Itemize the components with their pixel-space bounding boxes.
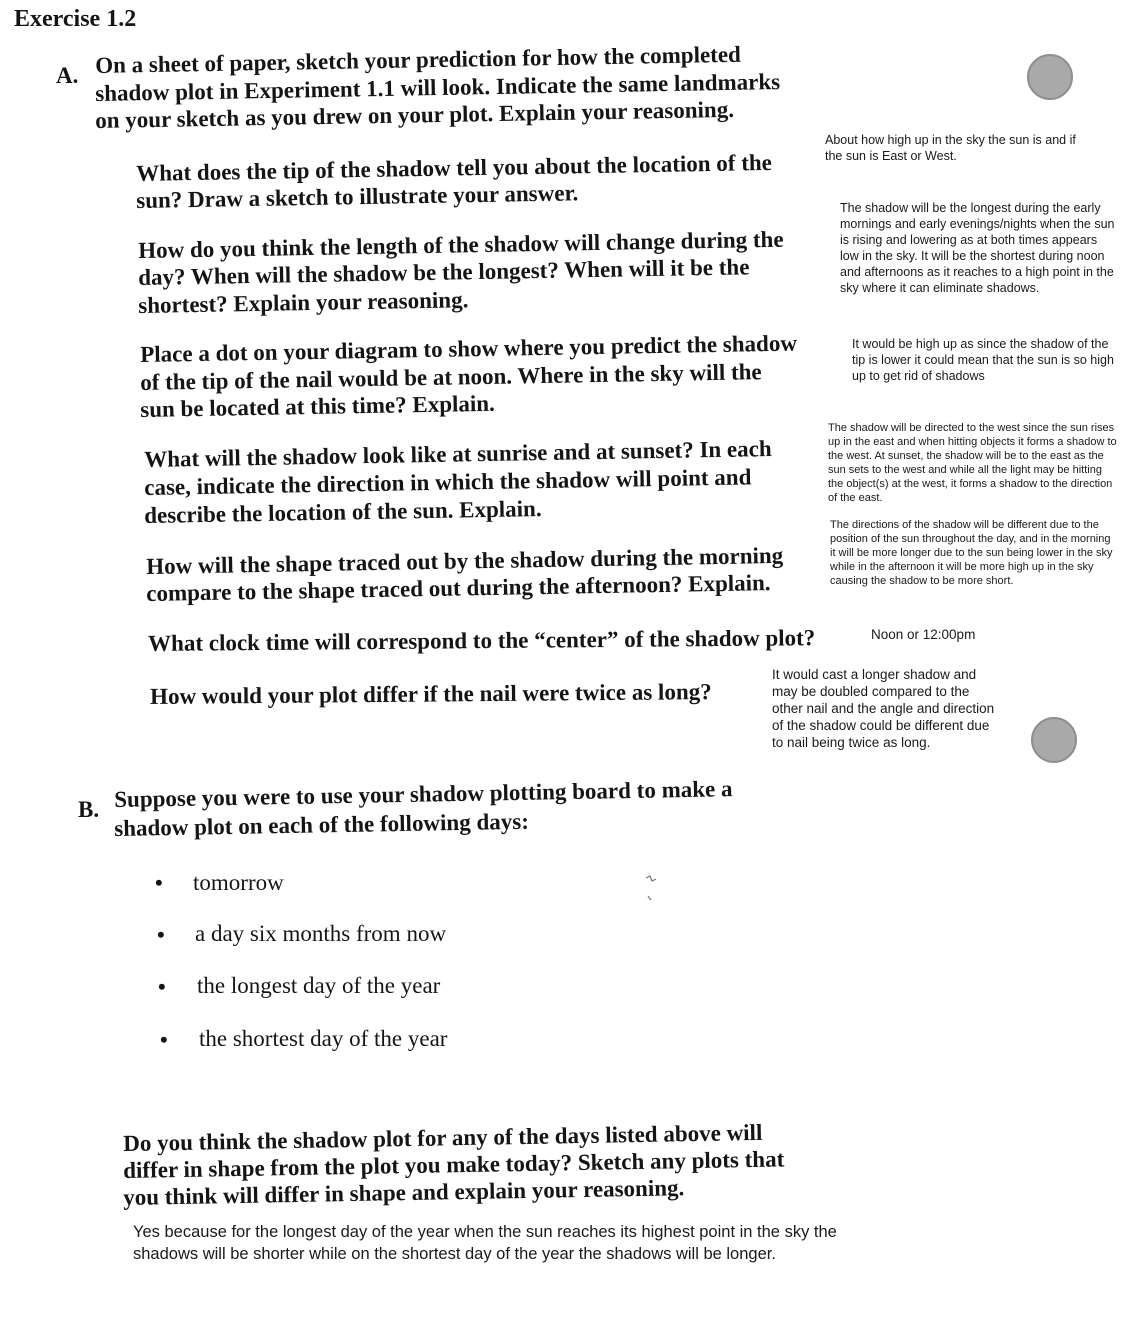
question-7-line-1: How would your plot differ if the nail were twice as long?	[150, 679, 712, 709]
question-5-line-1: How will the shape traced out by the shadow during the morning	[146, 542, 784, 579]
answer-2: The shadow will be the longest during the early mornings and early evenings/nights when the sun is rising and lowering as at both times appears low in the sky. It will be the shortest during noon and afternoons as it reaches to a high point in the sky where it can eliminate shadows.	[840, 201, 1115, 295]
question-2-line-2: day? When will the shadow be the longest? When will it be the	[138, 254, 750, 290]
part-b-intro-line-1: Suppose you were to use your shadow plotting board to make a	[114, 776, 733, 812]
part-a-letter: A.	[56, 63, 79, 88]
question-2-line-3: shortest? Explain your reasoning.	[138, 287, 469, 318]
question-1-line-2: sun? Draw a sketch to illustrate your answer.	[136, 180, 579, 213]
part-b-answer: Yes because for the longest day of the year when the sun reaches its highest point in the sky the shadows will be shorter while on the shortest day of the year the shadows will be longer.	[133, 1223, 837, 1263]
bullet-marker: •	[155, 870, 163, 895]
question-4-line-1: What will the shadow look like at sunrise and at sunset? In each	[144, 436, 772, 472]
question-1-line-1: What does the tip of the shadow tell you about the location of the	[136, 149, 773, 186]
question-5-line-2: compare to the shape traced out during the afternoon? Explain.	[146, 570, 771, 606]
answer-1: About how high up in the sky the sun is and if the sun is East or West.	[825, 133, 1076, 163]
part-b-question-line-3: you think will differ in shape and explain your reasoning.	[123, 1175, 685, 1210]
bullet-item: tomorrow	[193, 870, 284, 895]
part-a-intro-line-3: on your sketch as you drew on your plot. Explain your reasoning.	[95, 96, 735, 133]
answer-5: The directions of the shadow will be different due to the position of the sun throughout the day, and in the morning it will be more longer due to the sun being lower in the sky while in the afternoon it will be more high up in the sky causing the shadow to be more short.	[830, 519, 1113, 587]
question-6-line-1: What clock time will correspond to the “center” of the shadow plot?	[148, 625, 816, 656]
question-3-line-2: of the tip of the nail would be at noon. Where in the sky will the	[140, 359, 762, 395]
answer-6: Noon or 12:00pm	[871, 627, 976, 642]
question-3-line-3: sun be located at this time? Explain.	[140, 390, 496, 422]
answer-3: It would be high up as since the shadow of the tip is lower it could mean that the sun is so high up to get rid of shadows	[852, 337, 1114, 383]
part-b-intro-line-2: shadow plot on each of the following days:	[114, 808, 530, 841]
answer-4: The shadow will be directed to the west since the sun rises up in the east and when hitting objects it forms a shadow to the west. At sunset, the shadow will be to the east as the sun sets to the west and while all the light may be hitting the object(s) at the west, it forms a shadow to the direction of the east.	[828, 422, 1117, 504]
part-b-question-line-2: differ in shape from the plot you make today? Sketch any plots that	[123, 1146, 785, 1183]
stray-mark-icon	[640, 872, 664, 904]
question-3-line-1: Place a dot on your diagram to show where you predict the shadow	[140, 330, 798, 367]
part-b-question-line-1: Do you think the shadow plot for any of the days listed above will	[123, 1119, 763, 1156]
hole-punch-top	[1027, 54, 1073, 100]
question-4-line-2: case, indicate the direction in which the shadow will point and	[144, 464, 752, 500]
question-2-line-1: How do you think the length of the shadow will change during the	[138, 226, 784, 263]
bullet-marker: •	[160, 1027, 168, 1052]
hole-punch-middle	[1031, 717, 1077, 763]
part-a-intro-line-1: On a sheet of paper, sketch your prediction for how the completed	[95, 41, 742, 78]
page-title: Exercise 1.2	[14, 6, 137, 32]
bullet-item: the shortest day of the year	[199, 1026, 448, 1051]
bullet-marker: •	[157, 922, 165, 947]
question-4-line-3: describe the location of the sun. Explain.	[144, 496, 542, 528]
bullet-marker: •	[158, 974, 166, 999]
part-a-intro-line-2: shadow plot in Experiment 1.1 will look. Indicate the same landmarks	[95, 69, 781, 106]
part-b-letter: B.	[78, 797, 100, 822]
bullet-item: the longest day of the year	[197, 973, 441, 998]
answer-7: It would cast a longer shadow and may be doubled compared to the other nail and the angle and direction of the shadow could be different due to nail being twice as long.	[772, 667, 995, 750]
bullet-item: a day six months from now	[195, 921, 447, 946]
